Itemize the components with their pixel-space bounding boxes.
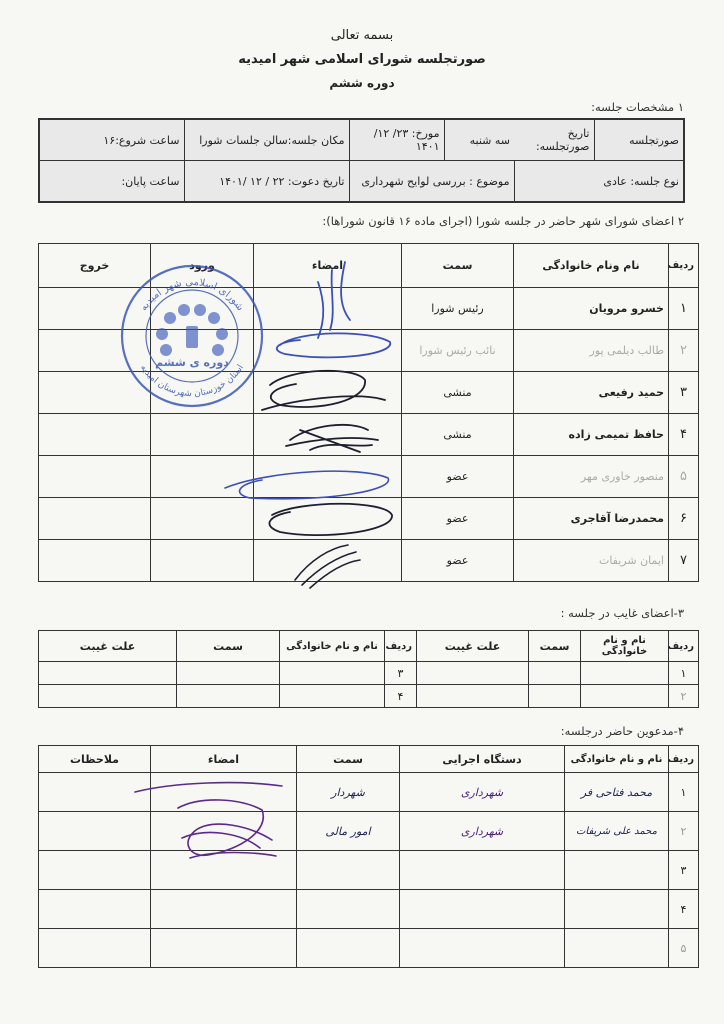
invitee-organization: شهرداری xyxy=(400,773,565,812)
header-organization: دستگاه اجرایی xyxy=(400,746,565,773)
row-number: ۳ xyxy=(669,372,699,414)
row-number: ۱ xyxy=(669,288,699,330)
invitee-name: محمد علی شریفات xyxy=(565,812,669,851)
signature-3 xyxy=(262,371,385,410)
row-number: ۵ xyxy=(669,456,699,498)
header-absence-reason: علت غیبت xyxy=(39,631,177,662)
header-bismillah: بسمه تعالی xyxy=(330,28,394,43)
header-row-number: ردیف xyxy=(669,631,699,662)
council-stamp xyxy=(122,266,262,406)
header-exit: خروج xyxy=(39,244,151,288)
row-number: ۱ xyxy=(669,773,699,812)
member-role: منشی xyxy=(402,414,514,456)
header-name: نام ونام خانوادگی xyxy=(514,244,669,288)
signature-1 xyxy=(318,262,350,338)
row-number: ۲ xyxy=(669,330,699,372)
signature-6 xyxy=(269,504,392,535)
row-number: ۲ xyxy=(669,685,699,708)
member-role: عضو xyxy=(402,456,514,498)
header-signature: امضاء xyxy=(254,244,402,288)
row-number: ۱ xyxy=(669,662,699,685)
signature-5 xyxy=(225,471,389,499)
header-row-number: ردیف xyxy=(669,746,699,773)
invitee-role: شهردار xyxy=(297,773,400,812)
member-name: ایمان شریفات xyxy=(514,540,669,582)
svg-text:شورای اسلامی شهر امیدیه xyxy=(138,277,245,313)
meeting-place: مکان جلسه:سالن جلسات شورا xyxy=(184,119,349,161)
invitee-organization: شهرداری xyxy=(400,812,565,851)
invitee-name: محمد فتاحی فر xyxy=(565,773,669,812)
header-role: سمت xyxy=(402,244,514,288)
header-role: سمت xyxy=(177,631,280,662)
row-number: ۳ xyxy=(385,662,417,685)
row-number: ۵ xyxy=(669,929,699,968)
header-name: نام و نام خانوادگی xyxy=(565,746,669,773)
signature-2 xyxy=(277,333,390,357)
stamp-center-text: دوره ی ششم xyxy=(155,356,229,369)
header-row-number: ردیف xyxy=(669,244,699,288)
header-role: سمت xyxy=(297,746,400,773)
member-signatures xyxy=(225,262,392,588)
section2-title: ۲ اعضای شورای شهر حاضر در جلسه شورا (اجرای ماده ۱۶ قانون شوراها): xyxy=(322,214,684,228)
section1-title: ۱ مشخصات جلسه: xyxy=(591,100,684,114)
invitee-role: امور مالی xyxy=(297,812,400,851)
member-name: حمید رفیعی xyxy=(514,372,669,414)
minutes-date-label: تاریخ صورتجلسه: xyxy=(514,119,594,161)
member-role: عضو xyxy=(402,540,514,582)
section3-title: ۳-اعضای غایب در جلسه : xyxy=(560,606,684,620)
row-number: ۳ xyxy=(669,851,699,890)
header-absence-reason: علت غیبت xyxy=(417,631,529,662)
row-number: ۴ xyxy=(385,685,417,708)
meeting-subject: موضوع : بررسی لوایح شهرداری xyxy=(349,161,514,203)
row-number: ۷ xyxy=(669,540,699,582)
member-name: منصور خاوری مهر xyxy=(514,456,669,498)
header-entry: ورود xyxy=(151,244,254,288)
header-row-number: ردیف xyxy=(385,631,417,662)
invitee-signatures xyxy=(135,783,282,858)
minutes-label: صورتجلسه xyxy=(594,119,684,161)
member-name: طالب دیلمی پور xyxy=(514,330,669,372)
header-signature: امضاء xyxy=(151,746,297,773)
member-role: رئیس شورا xyxy=(402,288,514,330)
stamp-bottom-text: استان خوزستان شهرستان امیدیه xyxy=(138,363,247,400)
stamp-top-text: شورای اسلامی شهر امیدیه xyxy=(138,276,246,314)
row-number: ۴ xyxy=(669,890,699,929)
member-name: حافظ تمیمی زاده xyxy=(514,414,669,456)
header-name: نام و نام خانوادگی xyxy=(280,631,385,662)
row-number: ۴ xyxy=(669,414,699,456)
document-title: صورتجلسه شورای اسلامی شهر امیدیه xyxy=(238,52,486,67)
signature-7 xyxy=(295,545,360,588)
member-role: منشی xyxy=(402,372,514,414)
end-time: ساعت پایان: xyxy=(39,161,184,203)
header-name: نام و نام خانوادگی xyxy=(581,631,669,662)
signature-invitee-1 xyxy=(135,783,282,856)
invite-date: تاریخ دعوت: ۲۲ / ۱۲ /۱۴۰۱ xyxy=(184,161,349,203)
member-name: خسرو مرویان xyxy=(514,288,669,330)
meeting-type: نوع جلسه: عادی xyxy=(514,161,684,203)
header-role: سمت xyxy=(529,631,581,662)
meeting-date: مورخ: ۲۳/ ۱۲/ ۱۴۰۱ xyxy=(349,119,444,161)
weekday: سه شنبه xyxy=(444,119,514,161)
section4-title: ۴-مدعوین حاضر درجلسه: xyxy=(560,724,684,738)
member-role: عضو xyxy=(402,498,514,540)
member-role: نائب رئیس شورا xyxy=(402,330,514,372)
document-subtitle: دوره ششم xyxy=(329,76,395,90)
row-number: ۲ xyxy=(669,812,699,851)
start-time: ساعت شروع:۱۶ xyxy=(39,119,184,161)
member-name: محمدرضا آقاجری xyxy=(514,498,669,540)
row-number: ۶ xyxy=(669,498,699,540)
signature-4 xyxy=(286,425,378,452)
header-remarks: ملاحظات xyxy=(39,746,151,773)
emblem-icon xyxy=(156,304,228,356)
